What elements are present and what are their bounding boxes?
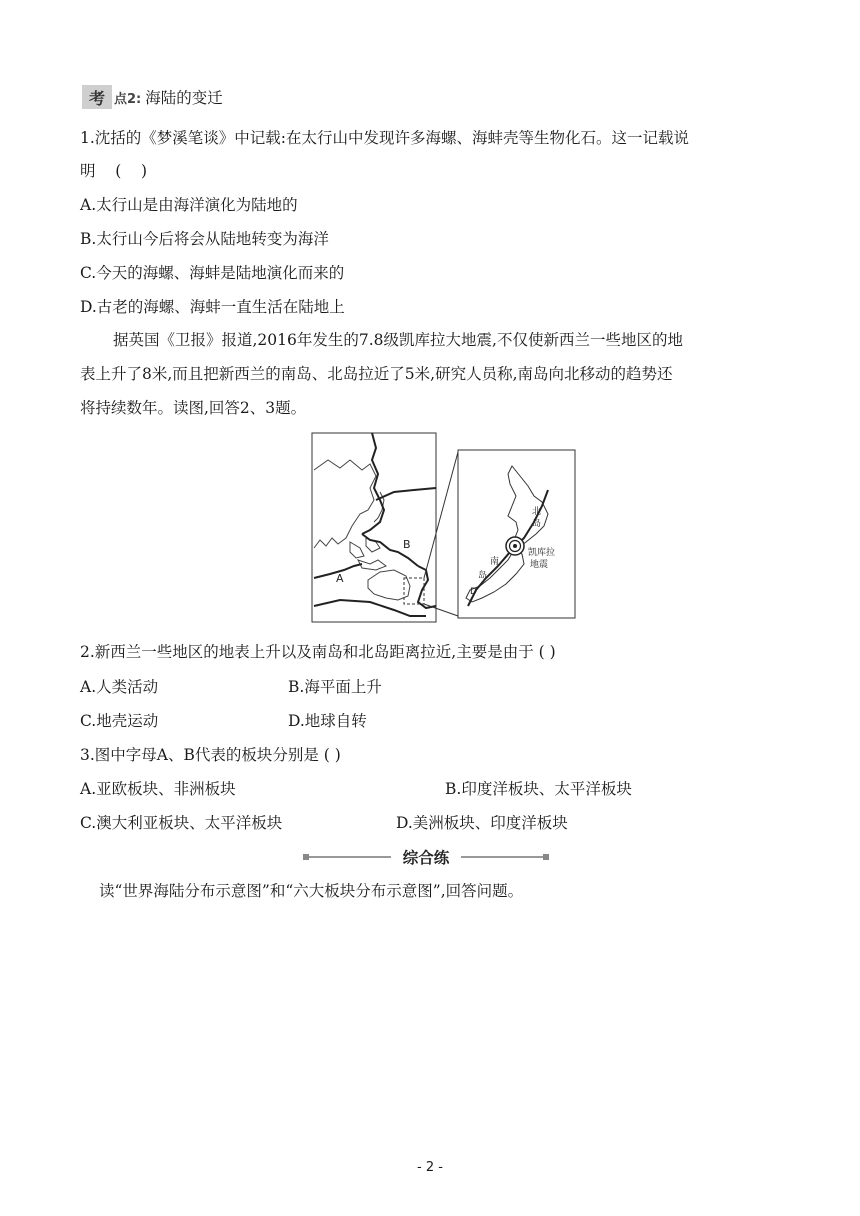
q3-option-c: C.澳大利亚板块、太平洋板块 — [80, 814, 283, 832]
section-title: 海陆的变迁 — [145, 89, 223, 107]
label-north-island-1: 北 — [532, 507, 542, 517]
label-south-island-2: 岛 — [478, 571, 488, 581]
q1-option-b: B.太行山今后将会从陆地转变为海洋 — [80, 230, 329, 248]
passage-line3: 将持续数年。读图,回答2、3题。 — [80, 399, 307, 417]
divider-bar-right — [461, 856, 549, 858]
q2-option-b: B.海平面上升 — [288, 678, 382, 696]
q1-option-a: A.太行山是由海洋演化为陆地的 — [80, 196, 298, 214]
comprehensive-intro: 读“世界海陆分布示意图”和“六大板块分布示意图”,回答问题。 — [99, 882, 524, 900]
label-b: B — [403, 538, 411, 551]
q1-option-c: C.今天的海螺、海蚌是陆地演化而来的 — [80, 264, 345, 282]
page-number: - 2 - — [417, 1160, 443, 1175]
section-badge: 考 — [82, 85, 112, 109]
comprehensive-heading: 综合练 — [402, 849, 450, 867]
q3-stem: 3.图中字母A、B代表的板块分别是 ( ) — [80, 746, 341, 764]
q2-option-a: A.人类活动 — [80, 678, 159, 696]
passage-line1: 据英国《卫报》报道,2016年发生的7.8级凯库拉大地震,不仅使新西兰一些地区的地 — [113, 331, 683, 349]
q3-option-a: A.亚欧板块、非洲板块 — [80, 780, 236, 798]
label-a: A — [336, 572, 344, 585]
q1-option-d: D.古老的海螺、海蚌一直生活在陆地上 — [80, 298, 345, 316]
comprehensive-divider — [303, 848, 549, 866]
q1-stem-line1: 1.沈括的《梦溪笔谈》中记载:在太行山中发现许多海螺、海蚌壳等生物化石。这一记载说 — [80, 129, 690, 147]
label-south-island-1: 南 — [490, 557, 500, 567]
q2-stem: 2.新西兰一些地区的地表上升以及南岛和北岛距离拉近,主要是由于 ( ) — [80, 643, 556, 661]
q1-stem-line2: 明 ( ) — [80, 162, 148, 180]
divider-bar-left — [303, 856, 391, 858]
plate-map-figure — [310, 430, 578, 626]
label-north-island-2: 岛 — [532, 519, 542, 529]
label-d: D — [470, 587, 477, 597]
section-header — [82, 84, 223, 110]
q2-option-d: D.地球自转 — [288, 712, 367, 730]
label-quake-2: 地震 — [530, 560, 549, 570]
label-quake-1: 凯库拉 — [528, 548, 556, 558]
q3-option-d: D.美洲板块、印度洋板块 — [396, 814, 568, 832]
passage-line2: 表上升了8米,而且把新西兰的南岛、北岛拉近了5米,研究人员称,南岛向北移动的趋势还 — [80, 365, 673, 383]
q3-option-b: B.印度洋板块、太平洋板块 — [445, 780, 632, 798]
section-number: 点2: — [114, 91, 142, 107]
q2-option-c: C.地壳运动 — [80, 712, 159, 730]
